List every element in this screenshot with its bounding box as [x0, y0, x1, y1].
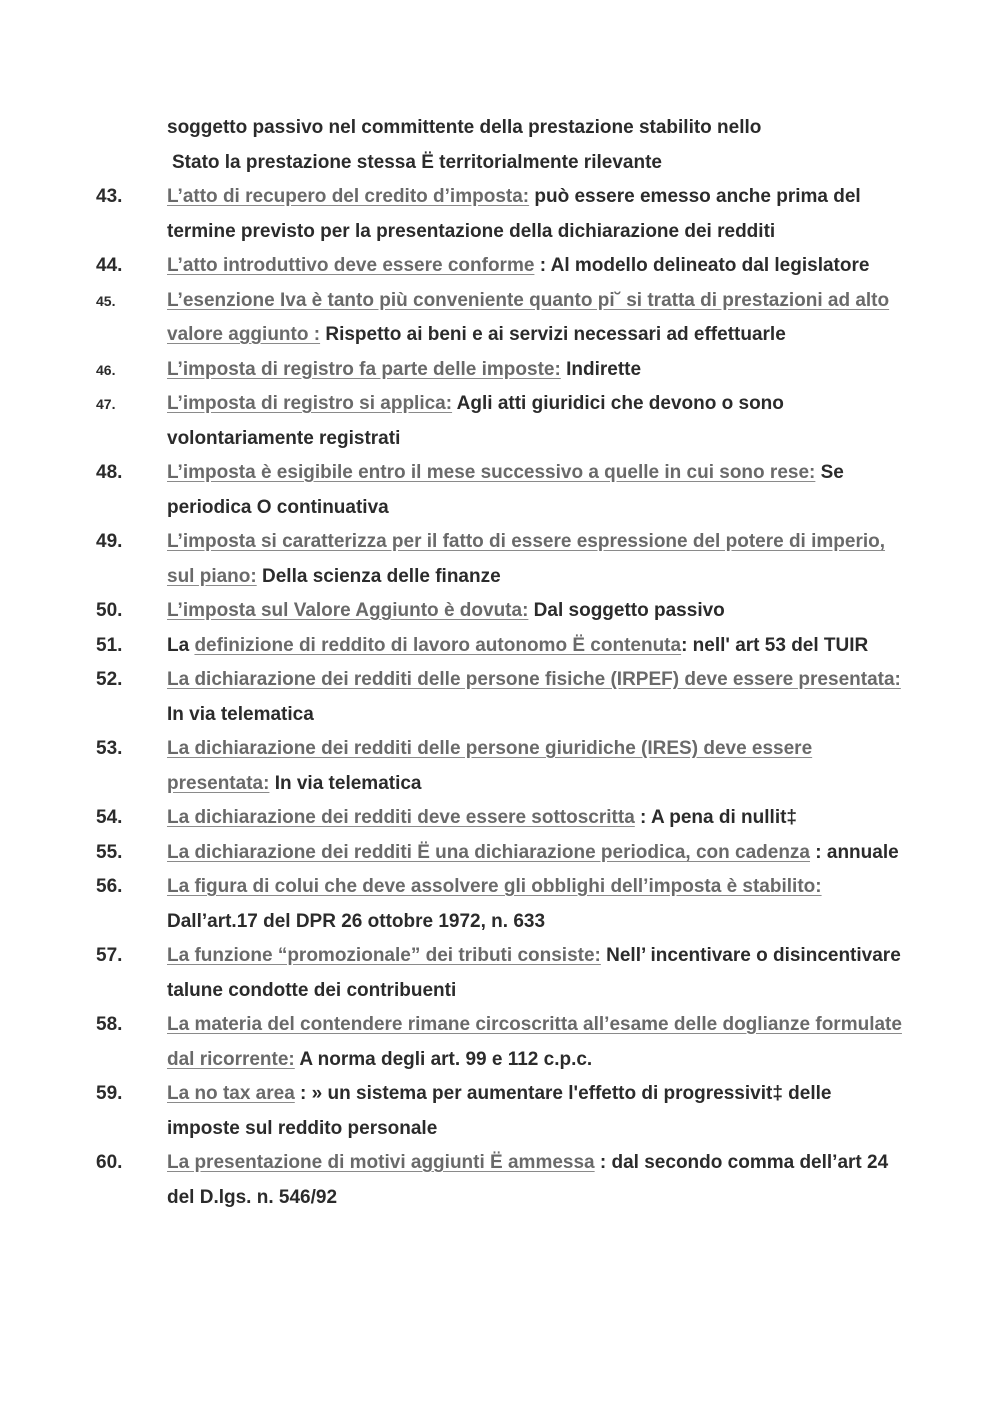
answer-text: Indirette	[560, 358, 642, 380]
continuation-text	[167, 111, 927, 180]
question-text: La no tax area	[167, 1083, 295, 1104]
item-number: 46.	[96, 361, 116, 378]
item-number: 44.	[96, 255, 123, 276]
question-text: La dichiarazione dei redditi Ë una dichiarazione periodica, con cadenza	[167, 841, 810, 863]
item-text	[167, 387, 909, 456]
item-number: 49.	[96, 531, 123, 552]
question-text: L’atto di recupero del credito d’imposta:	[167, 186, 530, 207]
numbered-list	[0, 180, 1000, 1215]
question-text: L’imposta sul Valore Aggiunto è dovuta:	[167, 600, 529, 621]
answer-text: : » un sistema per aumentare l'effetto di progressivit‡ delle imposte sul reddito personale	[167, 1083, 832, 1139]
item-number: 45.	[96, 292, 116, 309]
question-text: La dichiarazione dei redditi delle persone giuridiche (IRES) deve essere presentata:	[167, 738, 813, 794]
item-number: 51.	[96, 634, 123, 656]
item-number: 52.	[96, 669, 123, 690]
item-prefix: La	[167, 634, 195, 656]
item-text	[167, 1146, 909, 1215]
list-item	[0, 456, 1000, 525]
item-text	[167, 180, 909, 249]
answer-text: : nell' art 53 del TUIR	[681, 634, 869, 656]
item-number: 48.	[96, 462, 123, 483]
item-text	[167, 870, 909, 939]
list-item	[0, 1008, 1000, 1077]
item-number: 53.	[96, 738, 123, 759]
answer-text: : dal secondo comma dell’art 24 del D.lgs. n. 546/92	[167, 1152, 889, 1208]
item-number: 55.	[96, 841, 123, 863]
item-number: 60.	[96, 1152, 123, 1173]
question-text: definizione di reddito di lavoro autonomo Ë contenuta	[194, 634, 682, 656]
list-item	[0, 387, 1000, 456]
list-item	[0, 801, 1000, 836]
item-number: 43.	[96, 186, 123, 207]
answer-text: : annuale	[810, 841, 899, 863]
item-text	[167, 939, 909, 1008]
item-text	[167, 353, 909, 388]
item-number: 56.	[96, 876, 123, 897]
item-number: 57.	[96, 945, 123, 966]
item-text	[167, 1008, 909, 1077]
question-text: L’imposta è esigibile entro il mese successivo a quelle in cui sono rese:	[167, 462, 816, 483]
answer-text: : Al modello delineato dal legislatore	[534, 255, 870, 276]
answer-text: In via telematica	[269, 772, 422, 794]
list-item	[0, 180, 1000, 249]
list-item	[0, 732, 1000, 801]
continuation-line: Stato la prestazione stessa Ë territorialmente rilevante	[172, 151, 662, 173]
question-text: L’imposta di registro si applica:	[167, 393, 453, 414]
item-number: 54.	[96, 807, 123, 828]
answer-text: Dall’art.17 del DPR 26 ottobre 1972, n. 633	[167, 910, 546, 932]
list-item	[0, 353, 1000, 388]
question-text: La presentazione di motivi aggiunti Ë ammessa	[167, 1152, 595, 1173]
item-text	[167, 594, 909, 629]
question-text: La materia del contendere rimane circoscritta all’esame delle doglianze formulate dal ricorrente:	[167, 1014, 902, 1070]
answer-text: Nell’ incentivare o disincentivare talune condotte dei contribuenti	[167, 945, 901, 1001]
question-text: L’atto introduttivo deve essere conforme	[167, 255, 535, 276]
item-text	[167, 284, 909, 353]
item-text	[167, 836, 909, 871]
question-text: La dichiarazione dei redditi deve essere sottoscritta	[167, 807, 635, 828]
list-item	[0, 1077, 1000, 1146]
answer-text: Dal soggetto passivo	[528, 600, 725, 621]
list-item	[0, 249, 1000, 284]
question-text: L’imposta di registro fa parte delle imposte:	[167, 358, 561, 380]
continuation-line: soggetto passivo nel committente della prestazione stabilito nello	[167, 117, 762, 138]
answer-text: Rispetto ai beni e ai servizi necessari ad effettuarle	[320, 324, 786, 345]
item-text	[167, 663, 909, 732]
item-text	[167, 456, 909, 525]
list-item	[0, 939, 1000, 1008]
list-item	[0, 870, 1000, 939]
item-text	[167, 732, 909, 801]
list-item	[0, 1146, 1000, 1215]
list-item	[0, 629, 1000, 664]
answer-text: Se periodica O continuativa	[167, 462, 844, 518]
list-item	[0, 525, 1000, 594]
item-number: 50.	[96, 600, 123, 621]
answer-text: : A pena di nullit‡	[634, 807, 797, 828]
answer-text: Agli atti giuridici che devono o sono volontariamente registrati	[167, 393, 784, 449]
item-number: 58.	[96, 1014, 123, 1035]
question-text: L’imposta si caratterizza per il fatto di essere espressione del potere di imperio, sul piano:	[167, 531, 886, 587]
list-item	[0, 594, 1000, 629]
list-item	[0, 284, 1000, 353]
list-item	[0, 663, 1000, 732]
item-text	[167, 249, 909, 284]
answer-text: In via telematica	[167, 703, 314, 725]
question-text: La figura di colui che deve assolvere gli obblighi dell’imposta è stabilito:	[167, 876, 822, 897]
question-text: La dichiarazione dei redditi delle persone fisiche (IRPEF) deve essere presentata:	[167, 669, 901, 690]
item-text	[167, 801, 909, 836]
item-text	[167, 525, 909, 594]
item-number: 59.	[96, 1083, 123, 1104]
answer-text: A norma degli art. 99 e 112 c.p.c.	[294, 1048, 593, 1070]
item-text	[167, 629, 909, 664]
item-text	[167, 1077, 909, 1146]
answer-text: Della scienza delle finanze	[256, 565, 501, 587]
question-text: L’esenzione Iva è tanto più conveniente quanto pi˘ si tratta di prestazioni ad alto valore aggiunto :	[167, 289, 890, 345]
item-number: 47.	[96, 396, 116, 412]
answer-text: può essere emesso anche prima del termine previsto per la presentazione della dichiarazione dei redditi	[167, 186, 861, 242]
question-text: La funzione “promozionale” dei tributi consiste:	[167, 945, 601, 966]
list-item	[0, 836, 1000, 871]
